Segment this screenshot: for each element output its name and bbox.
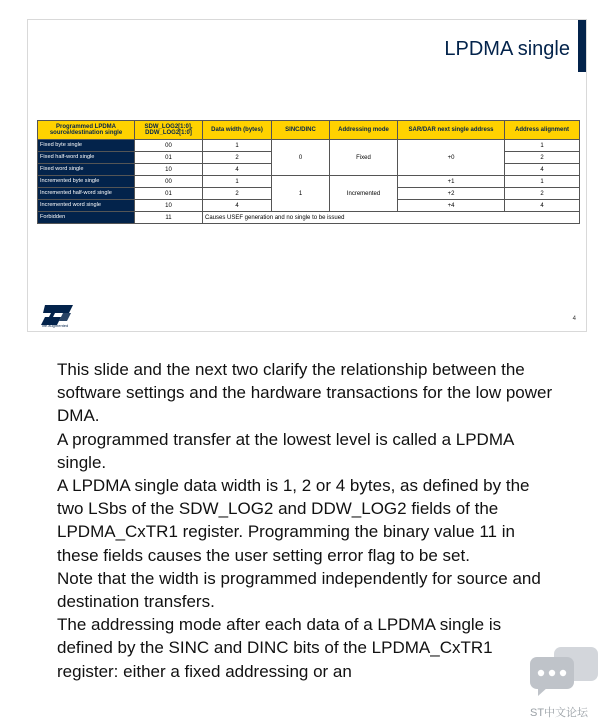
log2-cell: 00: [135, 140, 203, 152]
inc-cell: 1: [272, 176, 330, 212]
notes-paragraph: A LPDMA single data width is 1, 2 or 4 bytes, as defined by the two LSbs of the SDW_LOG2 and DDW_LOG2 fields of the LPDMA_CxTR1 register. Programming the binary value 11 in these fields causes the user setting error flag to be set.: [57, 476, 530, 565]
log2-cell: 10: [135, 200, 203, 212]
row-label: Incremented byte single: [38, 176, 135, 188]
row-label: Incremented word single: [38, 200, 135, 212]
header-cell: Data width (bytes): [203, 121, 272, 140]
speaker-notes: [57, 358, 557, 683]
align-cell: 4: [505, 200, 580, 212]
width-cell: 1: [203, 140, 272, 152]
log2-cell: 11: [135, 212, 203, 224]
row-label: Incremented half-word single: [38, 188, 135, 200]
watermark-text: ST中文论坛: [530, 707, 589, 719]
inc-cell: 0: [272, 140, 330, 176]
lpdma-single-table: [37, 120, 580, 224]
width-cell: 4: [203, 200, 272, 212]
row-label: Fixed half-word single: [38, 152, 135, 164]
mode-cell: Fixed: [330, 140, 398, 176]
header-cell: Addressing mode: [330, 121, 398, 140]
header-cell: Address alignment: [505, 121, 580, 140]
table-row: [38, 176, 580, 188]
width-cell: 1: [203, 176, 272, 188]
notes-paragraph: The addressing mode after each data of a LPDMA single is defined by the SINC and DINC bits of the LPDMA_CxTR1 register: either a fixed addressing or an: [57, 615, 502, 681]
next-address-cell: +2: [398, 188, 505, 200]
notes-paragraph: A programmed transfer at the lowest level is called a LPDMA single.: [57, 429, 514, 472]
slide-title: LPDMA single: [444, 38, 570, 60]
table-row: [38, 140, 580, 152]
row-label: Fixed byte single: [38, 140, 135, 152]
log2-cell: 01: [135, 188, 203, 200]
log2-cell: 10: [135, 164, 203, 176]
log2-cell: 01: [135, 152, 203, 164]
log2-cell: 00: [135, 176, 203, 188]
row-label: Forbidden: [38, 212, 135, 224]
align-cell: 2: [505, 188, 580, 200]
align-cell: 4: [505, 164, 580, 176]
align-cell: 1: [505, 140, 580, 152]
width-cell: 2: [203, 152, 272, 164]
table-header-row: [38, 121, 580, 140]
notes-paragraph: Note that the width is programmed independently for source and destination transfers.: [57, 568, 541, 612]
next-address-cell: +4: [398, 200, 505, 212]
row-label: Fixed word single: [38, 164, 135, 176]
width-cell: 4: [203, 164, 272, 176]
header-cell: SINC/DINC: [272, 121, 330, 140]
next-address-cell: +1: [398, 176, 505, 188]
mode-cell: Incremented: [330, 176, 398, 212]
slide: [27, 19, 587, 332]
align-cell: 1: [505, 176, 580, 188]
table-row: [38, 212, 580, 224]
notes-paragraph: This slide and the next two clarify the relationship between the software settings and the hardware transactions for the low power DMA.: [57, 360, 553, 426]
forbidden-note: Causes USEF generation and no single to be issued: [203, 212, 580, 224]
align-cell: 2: [505, 152, 580, 164]
chat-bubble-icon: [528, 645, 600, 697]
header-cell: SAR/DAR next single address: [398, 121, 505, 140]
slide-accent-bar: [578, 20, 586, 72]
header-cell: Programmed LPDMA source/destination single: [38, 121, 135, 140]
width-cell: 2: [203, 188, 272, 200]
brand-tagline: life.augmented: [42, 323, 69, 328]
page-number: 4: [572, 316, 576, 322]
header-cell: SDW_LOG2[1:0], DDW_LOG2[1:0]: [135, 121, 203, 140]
next-address-cell: +0: [398, 140, 505, 176]
